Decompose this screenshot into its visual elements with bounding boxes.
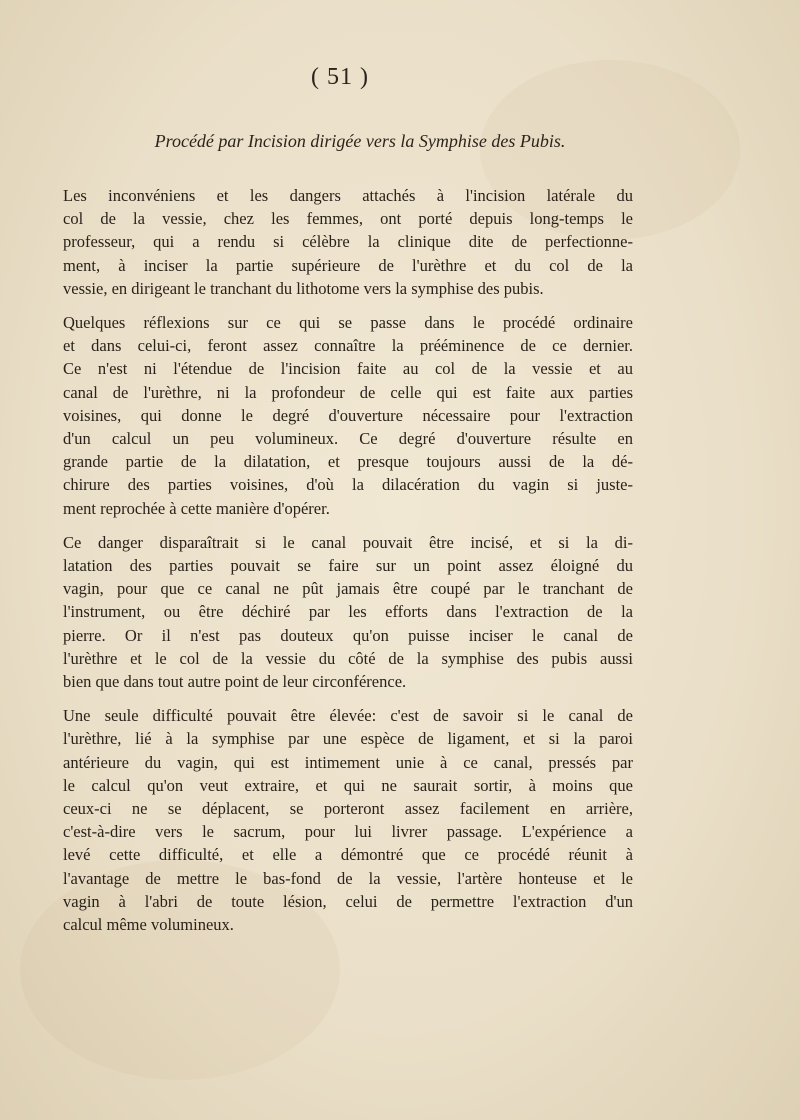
text-line: et dans celui-ci, feront assez connaître la prééminence de ce dernier.	[63, 336, 633, 356]
text-line: c'est-à-dire vers le sacrum, pour lui livrer passage. L'expérience a	[63, 822, 633, 842]
text-line: ment, à inciser la partie supérieure de l'urèthre et du col de la	[63, 255, 633, 275]
text-line: professeur, qui a rendu si célèbre la clinique dite de perfectionne-	[63, 232, 633, 252]
text-line: pierre. Or il n'est pas douteux qu'on puisse inciser le canal de	[63, 625, 633, 645]
text-line: l'instrument, ou être déchiré par les efforts dans l'extraction de la	[63, 602, 633, 622]
text-line: vagin, pour que ce canal ne pût jamais être coupé par le tranchant de	[63, 579, 633, 599]
text-line: voisines, qui donne le degré d'ouverture nécessaire pour l'extraction	[63, 405, 633, 425]
text-line: Ce n'est ni l'étendue de l'incision faite au col de la vessie et au	[63, 359, 633, 379]
text-line: antérieure du vagin, qui est intimement unie à ce canal, pressés par	[63, 752, 633, 772]
text-line: Les inconvéniens et les dangers attachés à l'incision latérale du	[63, 186, 633, 205]
text-line: l'avantage de mettre le bas-fond de la vessie, l'artère honteuse et le	[63, 868, 633, 888]
text-line: Ce danger disparaîtrait si le canal pouvait être incisé, et si la di-	[63, 532, 633, 552]
text-line: Quelques réflexions sur ce qui se passe dans le procédé ordinaire	[63, 313, 633, 333]
body-text	[63, 184, 633, 936]
text-line: le calcul qu'on veut extraire, et qui ne saurait sortir, à moins que	[63, 775, 633, 795]
text-line: canal de l'urèthre, ni la profondeur de celle qui est faite aux parties	[63, 382, 633, 402]
page-number: ( 51 )	[311, 64, 369, 90]
text-line: vessie, en dirigeant le tranchant du lithotome vers la symphise des pubis.	[63, 278, 544, 298]
text-line: ceux-ci ne se déplacent, se porteront assez facilement en arrière,	[63, 799, 633, 819]
text-line: l'urèthre et le col de la vessie du côté de la symphise des pubis aussi	[63, 648, 633, 668]
paragraph	[63, 311, 633, 520]
section-title: Procédé par Incision dirigée vers la Symphise des Pubis.	[154, 131, 566, 151]
paragraph	[63, 184, 633, 300]
text-line: d'un calcul un peu volumineux. Ce degré d'ouverture résulte en	[63, 429, 633, 449]
text-line: bien que dans tout autre point de leur circonférence.	[63, 672, 407, 692]
text-line: grande partie de la dilatation, et presque toujours aussi de la dé-	[63, 452, 633, 472]
paragraph	[63, 704, 633, 936]
text-line: vagin à l'abri de toute lésion, celui de permettre l'extraction d'un	[63, 891, 633, 911]
paragraph	[63, 531, 633, 693]
text-line: latation des parties pouvait se faire sur un point assez éloigné du	[63, 556, 633, 576]
text-line: col de la vessie, chez les femmes, ont porté depuis long-temps le	[63, 209, 633, 229]
text-line: chirure des parties voisines, d'où la dilacération du vagin si juste-	[63, 475, 633, 495]
text-line: Une seule difficulté pouvait être élevée: c'est de savoir si le canal de	[63, 706, 633, 726]
text-line: l'urèthre, lié à la symphise par une espèce de ligament, et si la paroi	[63, 729, 633, 749]
text-line: ment reprochée à cette manière d'opérer.	[63, 498, 330, 518]
text-line: calcul même volumineux.	[63, 915, 234, 935]
text-line: levé cette difficulté, et elle a démontré que ce procédé réunit à	[63, 845, 633, 865]
